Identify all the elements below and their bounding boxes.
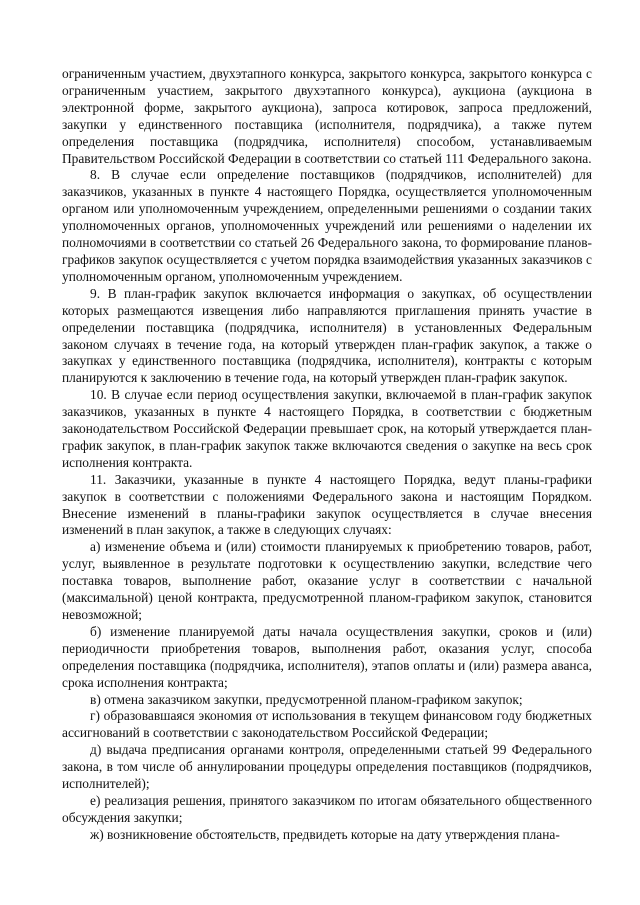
paragraph-8: 8. В случае если определение поставщиков (подрядчиков, исполнителей) для заказчиков, указанных в пункте 4 настоящего Порядка, осуществляется уполномоченным органом или уполномоченным учреждением, определенными решениями о создании таких уполномоченных органов, уполномоченных учреждений или решениями о наделении их полномочиями в соответствии со статьей 26 Федерального закона, то формирование планов-графиков закупок осуществляется с учетом порядка взаимодействия указанных заказчиков с уполномоченным органом, уполномоченным учреждением. [62, 167, 592, 284]
paragraph-9: 9. В план-график закупок включается информация о закупках, об осуществлении которых размещаются извещения либо направляются приглашения принять участие в определении поставщика (подрядчика, исполнителя) в установленных Федеральным законом случаях в течение года, на который утвержден план-график закупок, а также о закупках у единственного поставщика (подрядчика, исполнителя), контракты с которым планируются к заключению в течение года, на который утвержден план-график закупок. [62, 285, 592, 386]
paragraph-11-item-b: б) изменение планируемой даты начала осуществления закупки, сроков и (или) периодичности приобретения товаров, выполнения работ, оказания услуг, способа определения поставщика (подрядчика, исполнителя), этапов оплаты и (или) размера аванса, срока исполнения контракта; [62, 623, 592, 690]
paragraph-7-continuation: ограниченным участием, двухэтапного конкурса, закрытого конкурса, закрытого конкурса с ограниченным участием, закрытого двухэтапного конкурса), аукциона (аукциона в электронной форме, закрытого аукциона), запроса котировок, запроса предложений, закупки у единственного поставщика (исполнителя, подрядчика), а также путем определения поставщика (подрядчика, исполнителя) способом, устанавливаемым Правительством Российской Федерации в соответствии со статьей 111 Федерального закона. [62, 66, 592, 166]
paragraph-11-item-d: д) выдача предписания органами контроля, определенными статьей 99 Федерального закона, в том числе об аннулировании процедуры определения поставщиков (подрядчиков, исполнителей); [62, 742, 592, 792]
paragraph-10: 10. В случае если период осуществления закупки, включаемой в план-график закупок заказчиков, указанных в пункте 4 настоящего Порядка, в соответствии с бюджетным законодательством Российской Федерации превышает срок, на который утверждается план-график закупок, в план-график закупок также включаются сведения о закупке на весь срок исполнения контракта. [62, 387, 592, 470]
paragraph-11: 11. Заказчики, указанные в пункте 4 настоящего Порядка, ведут планы-графики закупок в соответствии с положениями Федерального закона и настоящим Порядком. Внесение изменений в планы-графики закупок осуществляется в случае внесения изменений в план закупок, а также в следующих случаях: [62, 471, 592, 538]
paragraph-11-item-v: в) отмена заказчиком закупки, предусмотренной планом-графиком закупок; [90, 691, 523, 707]
paragraph-11-item-g: г) образовавшаяся экономия от использования в текущем финансовом году бюджетных ассигнований в соответствии с законодательством Российской Федерации; [62, 708, 592, 741]
paragraph-11-item-e: е) реализация решения, принятого заказчиком по итогам обязательного общественного обсуждения закупки; [62, 792, 592, 825]
paragraph-11-item-a: а) изменение объема и (или) стоимости планируемых к приобретению товаров, работ, услуг, выявленное в результате подготовки к осуществлению закупки, вследствие чего поставка товаров, выполнение работ, оказание услуг в соответствии с начальной (максимальной) ценой контракта, предусмотренной планом-графиком закупок, становится невозможной; [62, 539, 592, 622]
paragraph-11-item-zh: ж) возникновение обстоятельств, предвидеть которые на дату утверждения плана- [90, 826, 560, 842]
